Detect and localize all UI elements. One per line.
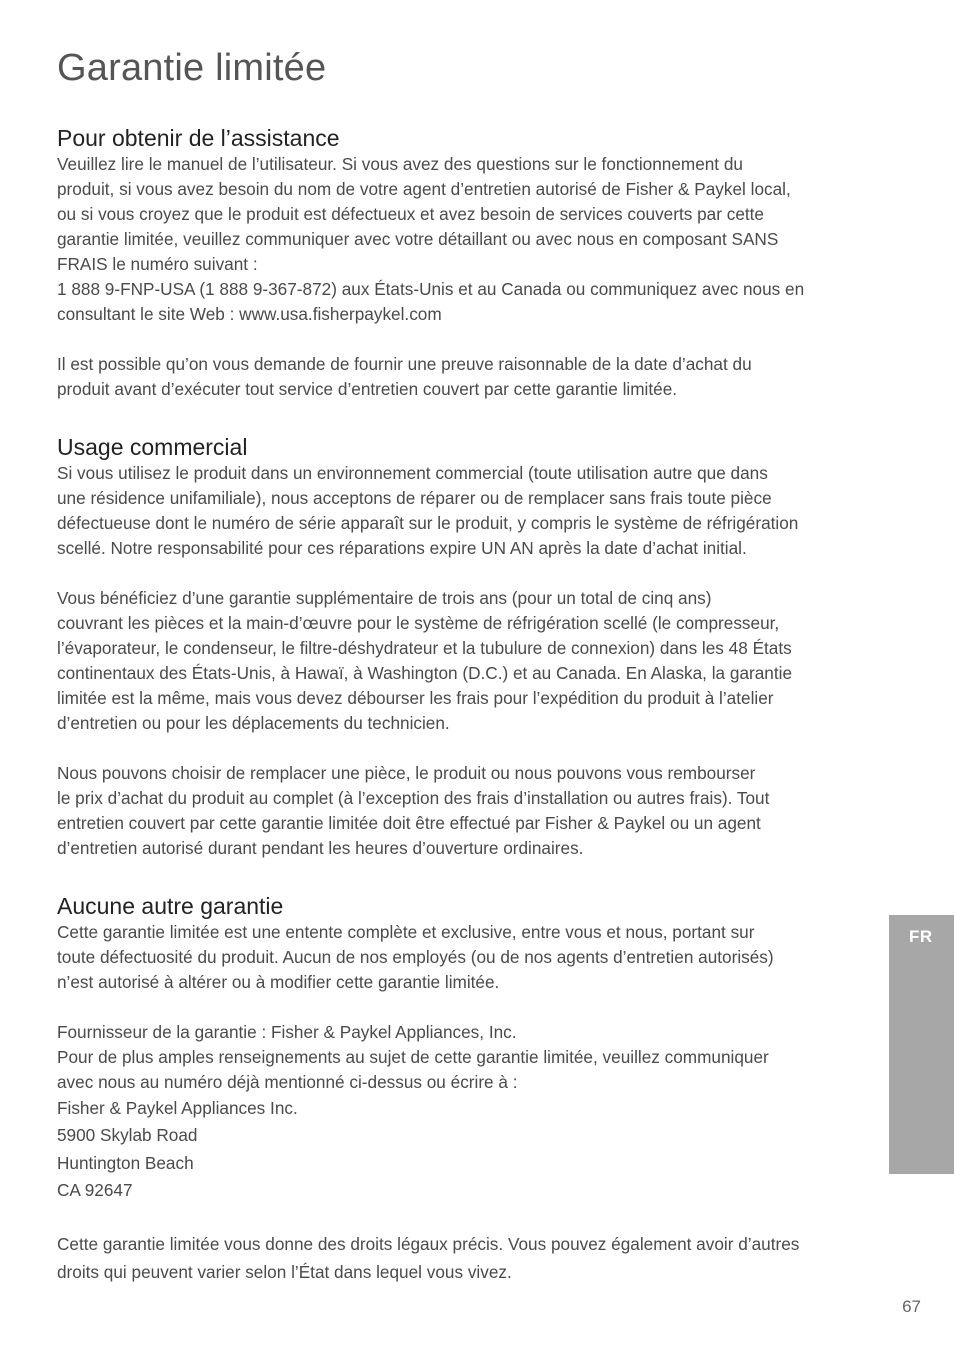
assistance-paragraph-2: Il est possible qu’on vous demande de fournir une preuve raisonnable de la date d’achat du produit avant d’exécuter tout service d’entretien couvert par cette garantie limitée. (57, 354, 752, 399)
language-tab (889, 915, 954, 1174)
assistance-paragraph-1: Veuillez lire le manuel de l’utilisateur. Si vous avez des questions sur le fonctionnement du produit, si vous avez besoin du nom de votre agent d’entretien autorisé de Fisher & Paykel local, ou si vous croyez que le produit est défectueux et avez besoin de services couverts par cette garantie limitée, veuillez communiquer avec votre détaillant ou avec nous en composant SANS FRAIS le numéro suivant : 1 888 9-FNP-USA (1 888 9-367-872) aux États-Unis et au Canada ou communiquez avec nous en consultant le site Web : www.usa.fisherpaykel.com (57, 154, 805, 324)
commercial-paragraph-2: Vous bénéficiez d’une garantie supplémentaire de trois ans (pour un total de cinq ans) couvrant les pièces et la main-d’œuvre pour le système de réfrigération scellé (le compresseur, l’évaporateur, le condenseur, le filtre-déshydrateur et la tubulure de connexion) dans les 48 États continentaux des États-Unis, à Hawaï, à Washington (D.C.) et au Canada. En Alaska, la garantie limitée est la même, mais vous devez débourser les frais pour l’expédition du produit à l’atelier d’entretien ou pour les déplacements du technicien. (57, 588, 792, 733)
section-commercial (57, 433, 887, 861)
no-other-paragraph-2: Fournisseur de la garantie : Fisher & Paykel Appliances, Inc. Pour de plus amples renseignements au sujet de cette garantie limitée, veuillez communiquer avec nous au numéro déjà mentionné ci-dessus ou écrire à : (57, 1022, 769, 1092)
page-number: 67 (902, 1297, 921, 1316)
section-heading-no-other-warranty: Aucune autre garantie (57, 893, 284, 919)
commercial-paragraph-3: Nous pouvons choisir de remplacer une pièce, le produit ou nous pouvons vous rembourser le prix d’achat du produit au complet (à l’exception des frais d’installation ou autres frais). Tout entretien couvert par cette garantie limitée doit être effectué par Fisher & Paykel ou un agent d’entretien autorisé durant pendant les heures d’ouverture ordinaires. (57, 763, 770, 858)
page-title: Garantie limitée (57, 47, 327, 89)
warranty-provider-address (57, 1095, 887, 1204)
section-no-other-warranty (57, 892, 887, 1286)
address-line: CA 92647 (57, 1179, 133, 1200)
no-other-paragraph-1: Cette garantie limitée est une entente complète et exclusive, entre vous et nous, portant sur toute défectuosité du produit. Aucun de nos employés (ou de nos agents d’entretien autorisés) n’est autorisé à altérer ou à modifier cette garantie limitée. (57, 922, 774, 992)
section-heading-assistance: Pour obtenir de l’assistance (57, 125, 340, 151)
language-tab-label: FR (909, 927, 933, 946)
address-line: Fisher & Paykel Appliances Inc. (57, 1098, 298, 1118)
address-line: 5900 Skylab Road (57, 1125, 198, 1146)
address-line: Huntington Beach (57, 1152, 194, 1173)
section-heading-commercial: Usage commercial (57, 434, 248, 460)
no-other-closing: Cette garantie limitée vous donne des droits légaux précis. Vous pouvez également avoir d’autres droits qui peuvent varier selon l’État dans lequel vous vivez. (57, 1234, 800, 1282)
commercial-paragraph-1: Si vous utilisez le produit dans un environnement commercial (toute utilisation autre que dans une résidence unifamiliale), nous acceptons de réparer ou de remplacer sans frais toute pièce défectueuse dont le numéro de série apparaît sur le produit, y compris le système de réfrigération scellé. Notre responsabilité pour ces réparations expire UN AN après la date d’achat initial. (57, 463, 799, 558)
section-assistance (57, 124, 887, 402)
